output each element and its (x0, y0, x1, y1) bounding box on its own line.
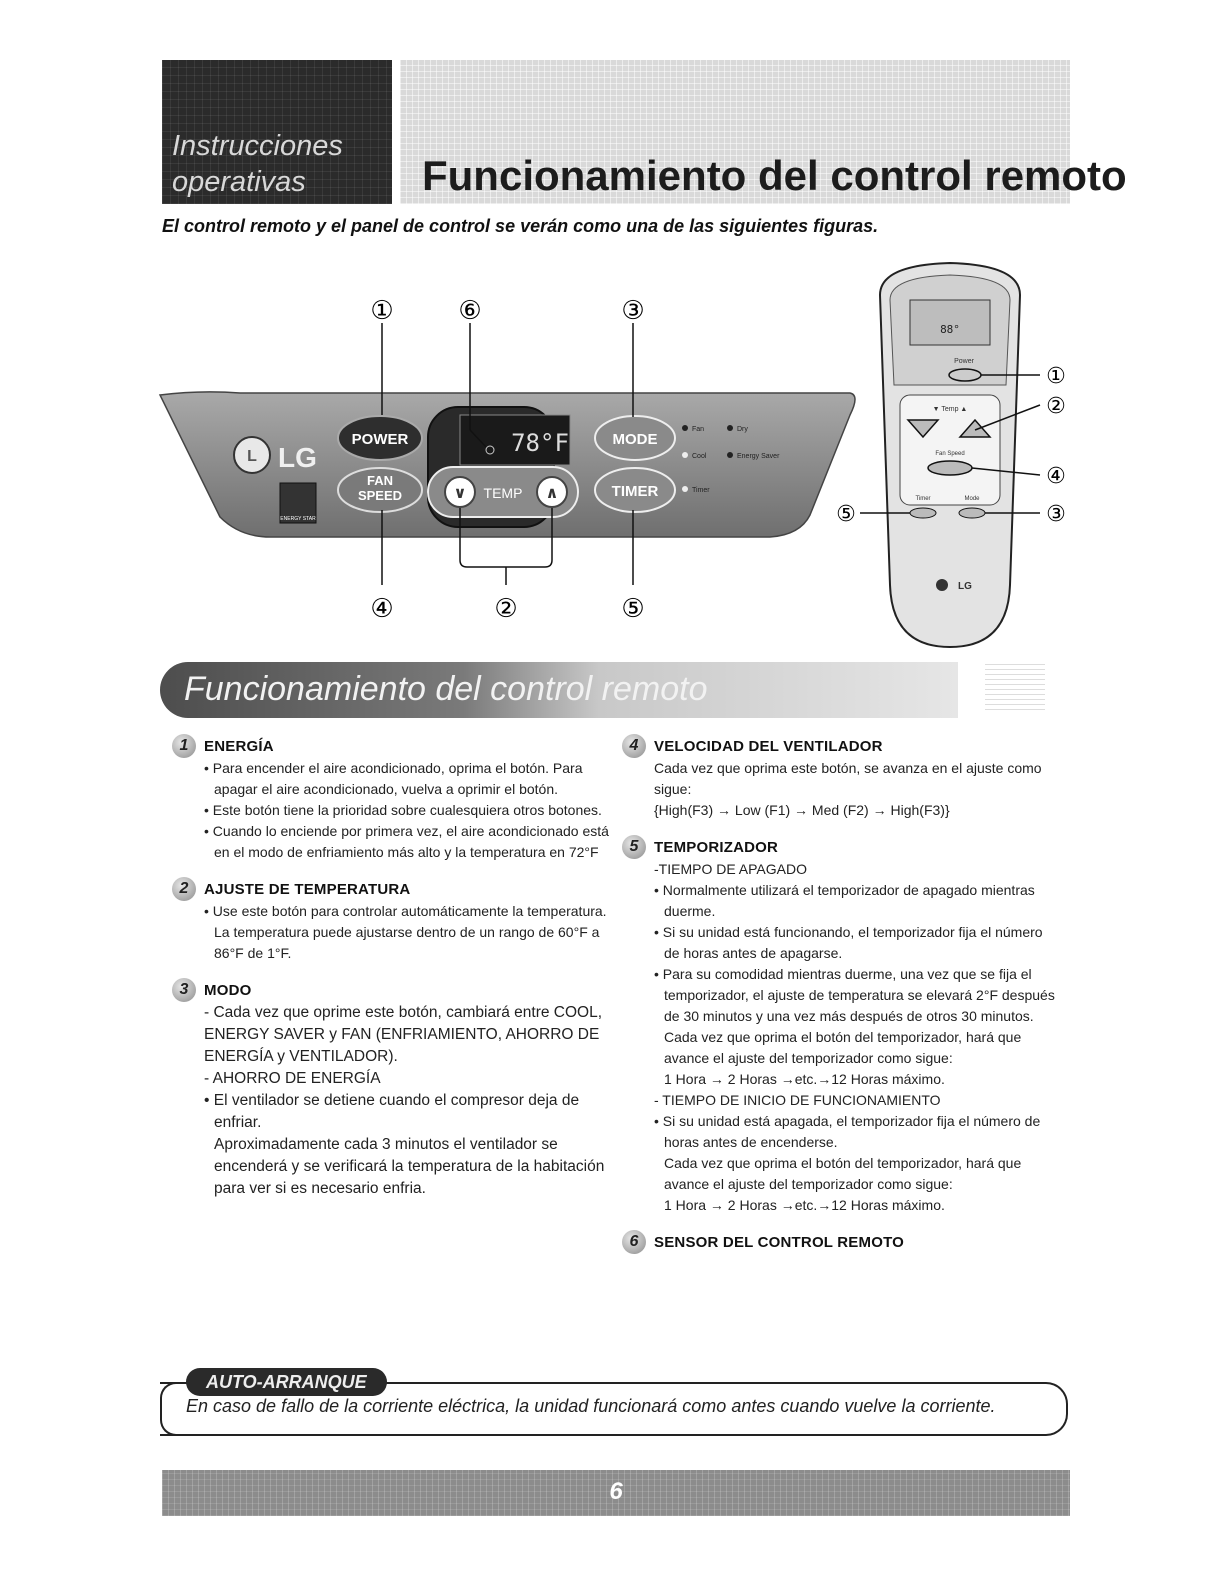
panel-temp-label: TEMP (483, 485, 523, 501)
banner-decoration (985, 662, 1045, 710)
auto-arranque-label: AUTO-ARRANQUE (186, 1368, 387, 1396)
section-title: TEMPORIZADOR (654, 838, 779, 856)
auto-arranque-text: En caso de fallo de la corriente eléctrica, la unidad funcionará como antes cuando vuelve la corriente. (186, 1396, 996, 1416)
section-title: ENERGÍA (204, 737, 274, 755)
remote-brand: LG (958, 581, 972, 592)
indicator-energy-saver: Energy Saver (737, 453, 780, 460)
body-text: - TIEMPO DE INICIO DE FUNCIONAMIENTO (654, 1092, 941, 1108)
remote-temp-label: ▼ Temp ▲ (932, 406, 968, 413)
header-section-line2: operativas (172, 166, 306, 198)
callout-bottom-2: ② (494, 594, 518, 624)
header-section-line1: Instrucciones (172, 130, 343, 162)
remote-fan-speed-button (928, 461, 972, 475)
panel-power-label: POWER (351, 431, 409, 448)
control-panel-illustration (160, 255, 880, 655)
svg-text:∨: ∨ (453, 483, 467, 502)
panel-mode-label: MODE (612, 431, 658, 448)
remote-mode-button (959, 508, 985, 518)
svg-text:L: L (247, 448, 257, 465)
bullet-text: • Este botón tiene la prioridad sobre cualesquiera otros botones. (204, 800, 612, 821)
body-text: 1 Hora → 2 Horas →etc.→12 Horas máximo. (664, 1197, 945, 1213)
header-title-block (400, 60, 1127, 204)
section-temporizador (622, 835, 1062, 1216)
section-number-badge: 5 (622, 835, 646, 859)
section-energia (172, 734, 612, 863)
section-velocidad-ventilador (622, 734, 1062, 821)
svg-text:∧: ∧ (545, 483, 559, 502)
page-title: Funcionamiento del control remoto (422, 152, 1127, 199)
body-text: - Cada vez que oprime este botón, cambiará entre COOL, ENERGY SAVER y FAN (ENFRIAMIENTO, AHORRO DE ENERGÍA y VENTILADOR). (204, 1004, 603, 1065)
remote-callout-2: ② (1046, 394, 1066, 419)
bullet-text: • Para su comodidad mientras duerme, una vez que se fija el temporizador, el ajuste de temperatura se elevará 2°F después de 30 minutos y una vez más después de otros 30 minutos. (654, 964, 1062, 1027)
panel-brand: LG (278, 442, 317, 473)
page-footer (162, 1470, 1070, 1516)
remote-timer-label: Timer (915, 496, 931, 502)
section-ajuste-temperatura (172, 877, 612, 964)
body-text: 1 Hora → 2 Horas →etc.→12 Horas máximo. (664, 1071, 945, 1087)
left-column (172, 734, 612, 1214)
body-text: {High(F3) → Low (F1) → Med (F2) → High(F3)} (654, 802, 950, 818)
header-section-block (162, 60, 392, 204)
indicator-timer: Timer (692, 487, 710, 494)
body-text: - AHORRO DE ENERGÍA (204, 1070, 381, 1087)
indicator-cool: Cool (692, 453, 707, 460)
remote-callout-1: ① (1046, 364, 1066, 389)
section-number-badge: 1 (172, 734, 196, 758)
section-sensor (622, 1230, 1062, 1254)
section-title: SENSOR DEL CONTROL REMOTO (654, 1233, 905, 1251)
panel-fan-label-1: FAN (367, 473, 393, 488)
remote-power-label: Power (954, 358, 974, 365)
svg-text:88°: 88° (940, 323, 960, 336)
body-text: Cada vez que oprima el botón del temporizador, hará que avance el ajuste del temporizador como sigue: (664, 1029, 1022, 1066)
section-title: VELOCIDAD DEL VENTILADOR (654, 737, 883, 755)
bullet-text: • El ventilador se detiene cuando el compresor deja de enfriar. (204, 1090, 612, 1134)
panel-display-temp: 78°F (511, 429, 569, 457)
remote-power-button (949, 369, 981, 381)
energy-star-label: ENERGY STAR (280, 516, 316, 522)
panel-fan-label-2: SPEED (357, 488, 403, 503)
remote-callout-5: ⑤ (836, 502, 856, 527)
callout-top-3: ③ (621, 296, 645, 326)
callout-bottom-5: ⑤ (621, 594, 645, 624)
section-banner-title: Funcionamiento del control remoto (184, 670, 708, 708)
bullet-text: • Use este botón para controlar automáticamente la temperatura. La temperatura puede ajustarse dentro de un rango de 60°F a 86°F de 1°F. (204, 901, 612, 964)
right-column (622, 734, 1062, 1268)
section-number-badge: 4 (622, 734, 646, 758)
section-number-badge: 3 (172, 978, 196, 1002)
indicator-dry: Dry (737, 426, 748, 433)
callout-top-6: ⑥ (458, 296, 482, 326)
section-modo (172, 978, 612, 1200)
section-title: MODO (204, 981, 252, 999)
remote-fan-speed-label: Fan Speed (935, 451, 965, 457)
section-banner (160, 662, 958, 718)
remote-lg-logo-icon (936, 579, 948, 591)
callout-bottom-4: ④ (370, 594, 394, 624)
bullet-text: • Si su unidad está apagada, el temporizador fija el número de horas antes de encenderse. (654, 1111, 1062, 1153)
remote-timer-button (910, 508, 936, 518)
remote-control-illustration (836, 255, 1070, 655)
indicator-fan: Fan (692, 426, 705, 433)
body-text: -TIEMPO DE APAGADO (654, 861, 807, 877)
callout-top-1: ① (370, 296, 394, 326)
body-text: Aproximadamente cada 3 minutos el ventilador se encenderá y se verificará la temperatura de la habitación para ver si es necesario enfria. (214, 1136, 605, 1197)
body-text: Cada vez que oprima el botón del temporizador, hará que avance el ajuste del temporizador como sigue: (664, 1155, 1022, 1192)
bullet-text: • Cuando lo enciende por primera vez, el aire acondicionado está en el modo de enfriamiento más alto y la temperatura en 72°F (204, 821, 612, 863)
bullet-text: • Si su unidad está funcionando, el temporizador fija el número de horas antes de apagarse. (654, 922, 1062, 964)
section-number-badge: 2 (172, 877, 196, 901)
bullet-text: • Normalmente utilizará el temporizador de apagado mientras duerme. (654, 880, 1062, 922)
bullet-text: • Para encender el aire acondicionado, oprima el botón. Para apagar el aire acondicionado, vuelva a oprimir el botón. (204, 758, 612, 800)
page-number: 6 (609, 1478, 623, 1505)
page-subtitle: El control remoto y el panel de control se verán como una de las siguientes figuras. (162, 216, 879, 236)
body-text: Cada vez que oprima este botón, se avanza en el ajuste como sigue: (654, 760, 1042, 797)
remote-mode-label: Mode (964, 496, 980, 502)
section-number-badge: 6 (622, 1230, 646, 1254)
remote-callout-4: ④ (1046, 464, 1066, 489)
remote-callout-3: ③ (1046, 502, 1066, 527)
panel-timer-label: TIMER (611, 483, 659, 500)
section-title: AJUSTE DE TEMPERATURA (204, 880, 411, 898)
